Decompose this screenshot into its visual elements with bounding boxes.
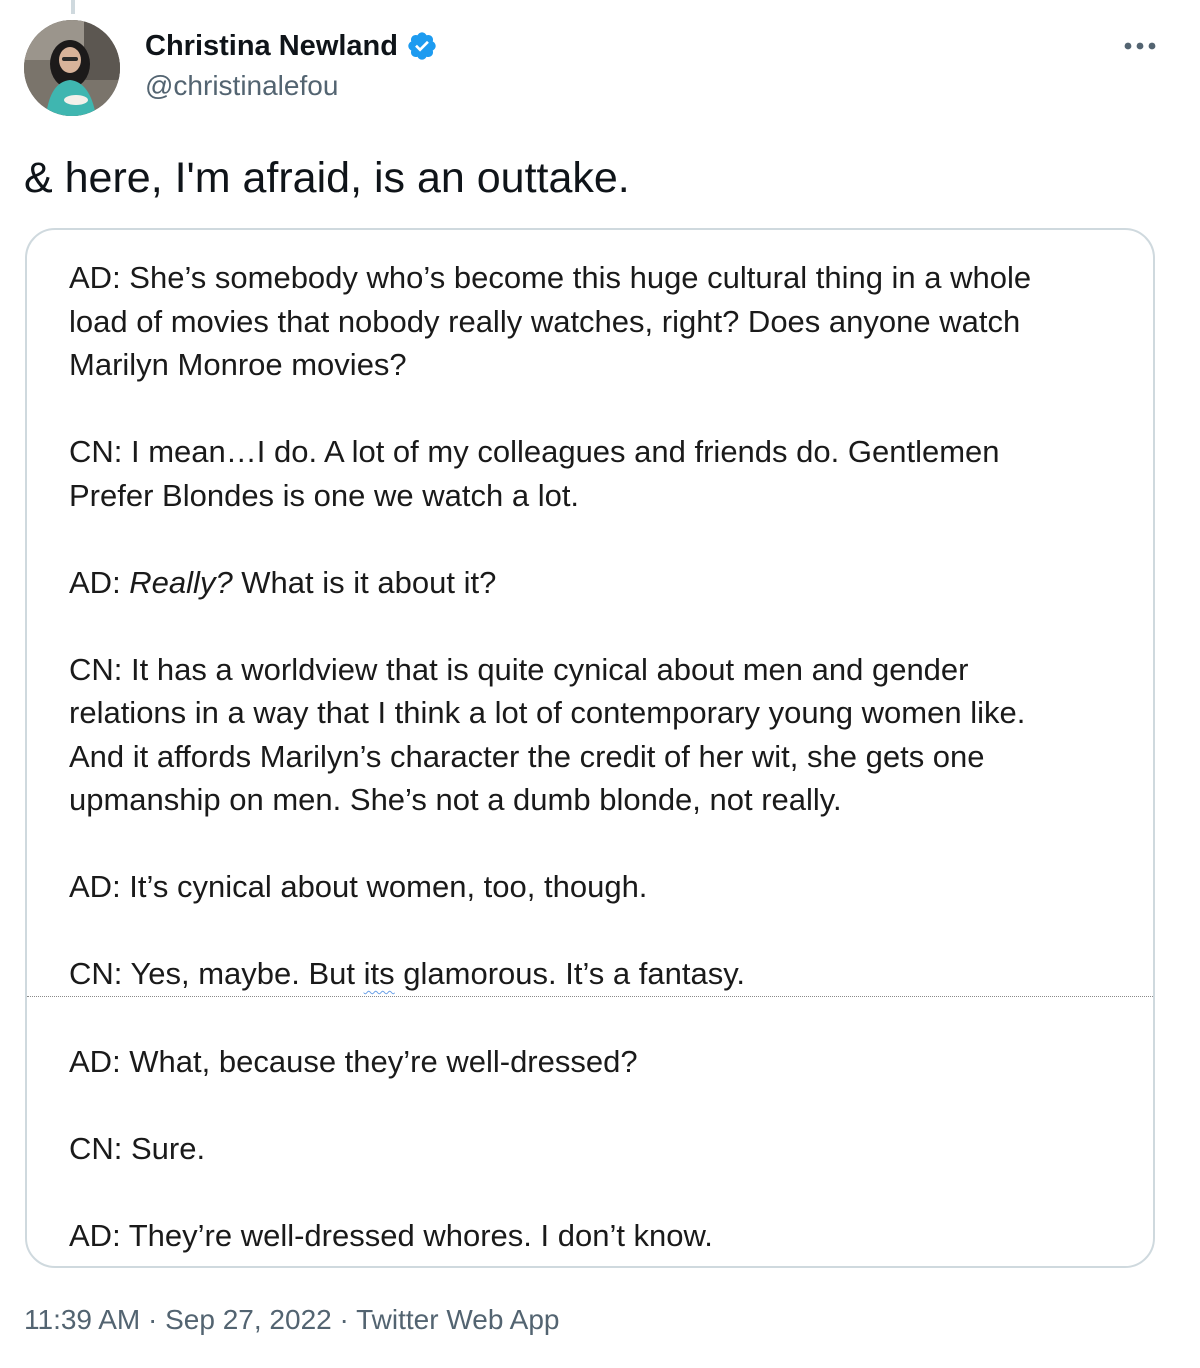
excerpt-paragraph: CN: Sure. — [69, 1131, 206, 1166]
profile-photo — [24, 20, 120, 116]
separator: · — [331, 1304, 357, 1335]
interview-excerpt-page-2 — [69, 1040, 1129, 1268]
excerpt-paragraph: CN: I mean…I do. A lot of my colleagues and friends do. Gentlemen Prefer Blondes is one we watch a lot. — [69, 434, 1000, 513]
more-options-icon — [1123, 41, 1157, 51]
interview-excerpt-page-1 — [69, 256, 1129, 1039]
author-display-name[interactable]: Christina Newland — [145, 29, 398, 62]
author-name-row — [145, 28, 438, 64]
speaker-text: glamorous. It’s a fantasy. — [394, 956, 746, 991]
avatar[interactable] — [24, 20, 120, 116]
excerpt-paragraph — [69, 561, 1129, 605]
excerpt-paragraph: AD: It’s cynical about women, too, though. — [69, 869, 648, 904]
excerpt-paragraph — [69, 952, 1129, 996]
italic-text: Really? — [129, 564, 233, 600]
excerpt-paragraph: AD: What, because they’re well-dressed? — [69, 1044, 638, 1079]
tweet-date[interactable]: Sep 27, 2022 — [165, 1304, 332, 1335]
verified-badge-icon — [406, 30, 438, 62]
speaker-text: CN: Yes, maybe. But — [69, 956, 364, 991]
excerpt-paragraph: AD: She’s somebody who’s become this huge cultural thing in a whole load of movies that nobody really watches, right? Does anyone watch Marilyn Monroe movies? — [69, 260, 1032, 382]
separator: · — [140, 1304, 166, 1335]
more-options-button[interactable] — [1120, 26, 1160, 66]
author-handle[interactable]: @christinalefou — [145, 70, 339, 101]
spellcheck-flagged-word: its — [363, 956, 395, 991]
tweet-source[interactable]: Twitter Web App — [356, 1304, 560, 1335]
speaker-text: AD: — [69, 564, 130, 600]
speaker-text: What is it about it? — [232, 564, 497, 600]
excerpt-paragraph: AD: They’re well-dressed whores. I don’t know. — [69, 1218, 713, 1253]
excerpt-paragraph: CN: It has a worldview that is quite cynical about men and gender relations in a way that I think a lot of contemporary young women like. And it affords Marilyn’s character the credit of her wit, she gets one upmanship on men. She’s not a dumb blonde, not really. — [69, 651, 1026, 817]
tweet-text: & here, I'm afraid, is an outtake. — [24, 154, 630, 202]
attached-image[interactable] — [25, 228, 1155, 1268]
tweet-metadata — [24, 1304, 559, 1336]
thread-connector-line — [71, 0, 75, 14]
page-break-divider — [27, 996, 1153, 997]
tweet-time[interactable]: 11:39 AM — [24, 1304, 141, 1335]
